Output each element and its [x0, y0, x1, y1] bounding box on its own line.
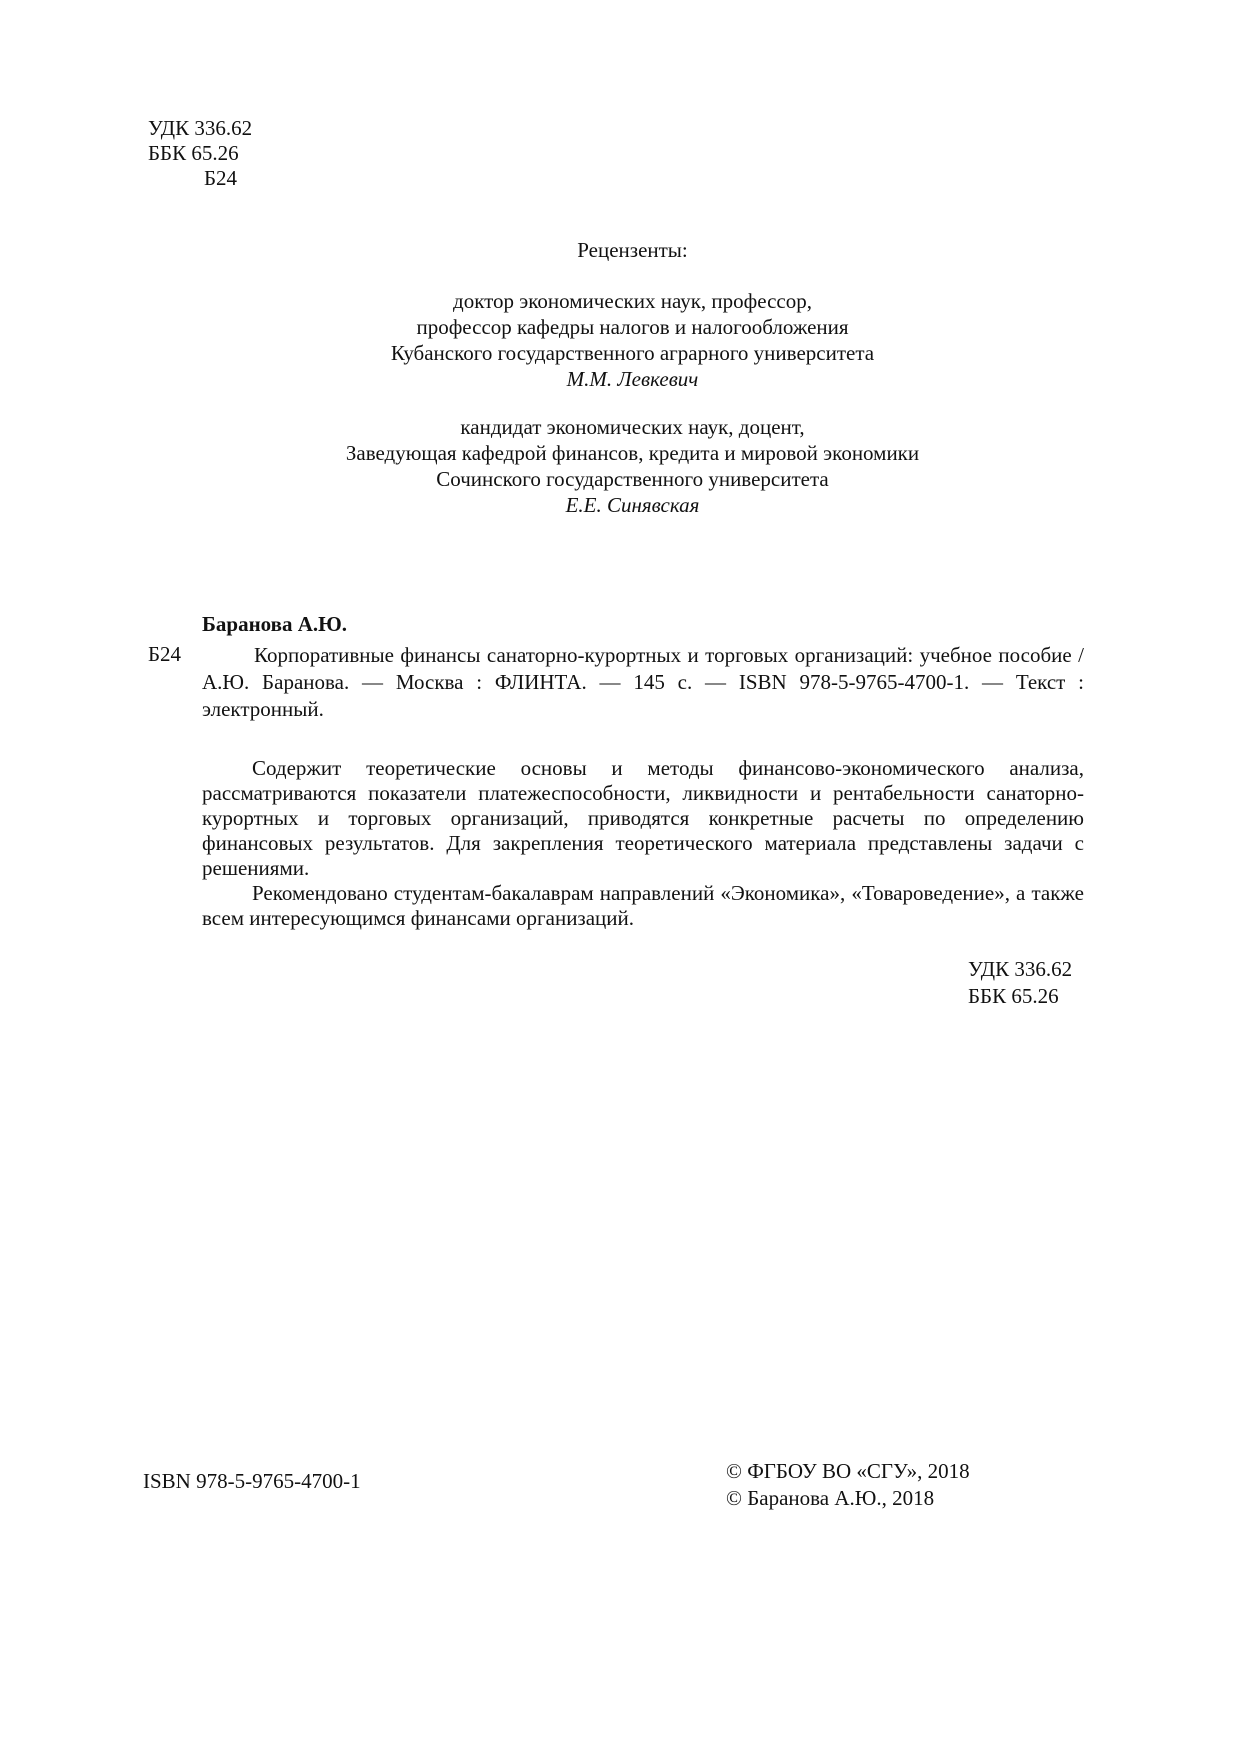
reviewer-2-organization: Сочинского государственного университета: [436, 467, 829, 491]
reviewer-1-name: М.М. Левкевич: [566, 367, 699, 391]
annotation-paragraph-1: Содержит теоретические основы и методы финансово-экономического анализа, рассматриваются показатели платежеспособности, ликвидности и рентабельности санаторно-курортных и торговых организаций, приводятся конкретные расчеты по определению финансовых результатов. Для закрепления теоретического материала представлены задачи с решениями.: [202, 756, 1084, 880]
reviewer-1-degree: доктор экономических наук, профессор,: [453, 289, 812, 313]
bibliography-code: Б24: [148, 642, 182, 666]
copyright-author: © Баранова А.Ю., 2018: [726, 1486, 935, 1510]
reviewer-1-block: [0, 289, 1241, 393]
reviewer-1-organization: Кубанского государственного аграрного университета: [390, 341, 875, 365]
reviewer-2-position: Заведующая кафедрой финансов, кредита и мировой экономики: [345, 441, 920, 465]
reviewer-1-position: профессор кафедры налогов и налогообложения: [416, 315, 849, 339]
header-classification-codes: [148, 116, 252, 191]
author-heading: Баранова А.Ю.: [202, 612, 348, 636]
bbk-code: ББК 65.26: [148, 141, 239, 165]
reviewer-2-block: [0, 415, 1241, 519]
author-mark: Б24: [204, 166, 238, 190]
annotation: [202, 756, 1084, 931]
footer-udk-code: УДК 336.62: [968, 957, 1073, 981]
reviewer-2-degree: кандидат экономических наук, доцент,: [460, 415, 805, 439]
copyright-block: [726, 1459, 970, 1513]
reviewer-2-name: Е.Е. Синявская: [565, 493, 700, 517]
annotation-paragraph-2: Рекомендовано студентам-бакалаврам направлений «Экономика», «Товароведение», а также всем интересующимся финансами организаций.: [202, 881, 1084, 930]
udk-code: УДК 336.62: [148, 116, 253, 140]
copyright-publisher: © ФГБОУ ВО «СГУ», 2018: [726, 1459, 970, 1483]
reviewers-title: Рецензенты:: [577, 238, 688, 262]
footer-classification-codes: [968, 957, 1072, 1011]
footer-bbk-code: ББК 65.26: [968, 984, 1059, 1008]
bibliographic-description: Корпоративные финансы санаторно-курортных и торговых организаций: учебное пособие / А.Ю. Баранова. — Москва : ФЛИНТА. — 145 с. — ISBN 978-5-9765-4700-1. — Текст : электронный.: [202, 643, 1084, 721]
isbn: ISBN 978-5-9765-4700-1: [143, 1469, 361, 1493]
